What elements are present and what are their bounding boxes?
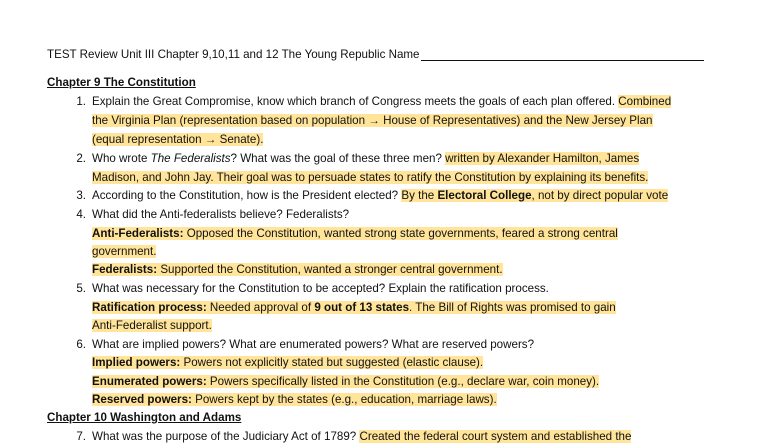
answer-4-line-2: government.	[92, 245, 157, 258]
question-number-6: 6.	[76, 338, 86, 351]
question-6-text: What are implied powers? What are enumerated powers? What are reserved powers?	[92, 338, 535, 351]
question-7-text: What was the purpose of the Judiciary Act of 1789?	[92, 430, 360, 443]
answer-3	[401, 189, 668, 202]
question-2-line-1	[92, 152, 639, 165]
question-2-book-title: The Federalists	[150, 152, 231, 165]
question-7-line-1	[92, 430, 631, 443]
question-1-line-1	[92, 95, 671, 108]
chapter-heading-10: Chapter 10 Washington and Adams	[47, 411, 242, 424]
question-3-line-1	[92, 189, 668, 202]
answer-3-bold: Electoral College	[437, 189, 532, 202]
answer-2-line-2: Madison, and John Jay. Their goal was to persuade states to ratify the Constitution by explaining its benefits.	[92, 171, 649, 184]
question-2-text-b: ? What was the goal of these three men?	[230, 152, 446, 165]
header-title: TEST Review Unit III Chapter 9,10,11 and 12 The Young Republic Name	[47, 48, 420, 61]
answer-6-reserved	[92, 393, 497, 406]
question-1-text: Explain the Great Compromise, know which branch of Congress meets the goals of each plan offered.	[92, 95, 619, 108]
answer-6-enumerated-text: Powers specifically listed in the Constitution (e.g., declare war, coin money).	[206, 375, 600, 388]
answer-2-start: written by Alexander Hamilton, James	[445, 152, 640, 165]
question-2-text-a: Who wrote	[92, 152, 151, 165]
answer-1-line-2: the Virginia Plan (representation based on population → House of Representatives) and the New Jersey Plan	[92, 114, 653, 127]
answer-6-implied-label: Implied powers:	[92, 356, 181, 369]
answer-7-start: Created the federal court system and established the	[359, 430, 632, 443]
answer-1-start: Combined	[618, 95, 672, 108]
question-number-2: 2.	[76, 152, 86, 165]
answer-3-a: By the	[401, 189, 438, 202]
answer-3-c: , not by direct popular vote	[531, 189, 669, 202]
answer-6-reserved-label: Reserved powers:	[92, 393, 192, 406]
answer-4-text-anti: Opposed the Constitution, wanted strong state governments, feared a strong central	[183, 227, 618, 240]
answer-6-enumerated	[92, 375, 599, 388]
question-number-7: 7.	[76, 430, 86, 443]
answer-5-label: Ratification process:	[92, 301, 207, 314]
answer-5-text-a: Needed approval of	[206, 301, 315, 314]
answer-5-bold: 9 out of 13 states	[314, 301, 410, 314]
answer-4-line-3	[92, 263, 503, 276]
answer-5-line-1	[92, 301, 616, 314]
answer-4-text-fed: Supported the Constitution, wanted a stronger central government.	[157, 263, 503, 276]
answer-6-enumerated-label: Enumerated powers:	[92, 375, 207, 388]
answer-5-text-c: . The Bill of Rights was promised to gain	[409, 301, 616, 314]
answer-6-reserved-text: Powers kept by the states (e.g., education, marriage laws).	[191, 393, 497, 406]
answer-4-line-1	[92, 227, 618, 240]
question-3-text: According to the Constitution, how is the President elected?	[92, 189, 402, 202]
answer-4-label-anti: Anti-Federalists:	[92, 227, 184, 240]
answer-1-line-3: (equal representation → Senate).	[92, 133, 264, 146]
question-number-4: 4.	[76, 208, 86, 221]
question-number-3: 3.	[76, 189, 86, 202]
answer-4-label-fed: Federalists:	[92, 263, 158, 276]
question-number-1: 1.	[76, 95, 86, 108]
answer-5-line-2: Anti-Federalist support.	[92, 319, 212, 332]
document-header	[47, 48, 704, 61]
question-4-text: What did the Anti-federalists believe? Federalists?	[92, 208, 350, 221]
answer-6-implied	[92, 356, 483, 369]
question-5-text: What was necessary for the Constitution to be accepted? Explain the ratification process.	[92, 282, 549, 295]
name-blank-line[interactable]	[421, 48, 704, 61]
question-number-5: 5.	[76, 282, 86, 295]
answer-6-implied-text: Powers not explicitly stated but suggested (elastic clause).	[180, 356, 484, 369]
chapter-heading-9: Chapter 9 The Constitution	[47, 76, 196, 89]
